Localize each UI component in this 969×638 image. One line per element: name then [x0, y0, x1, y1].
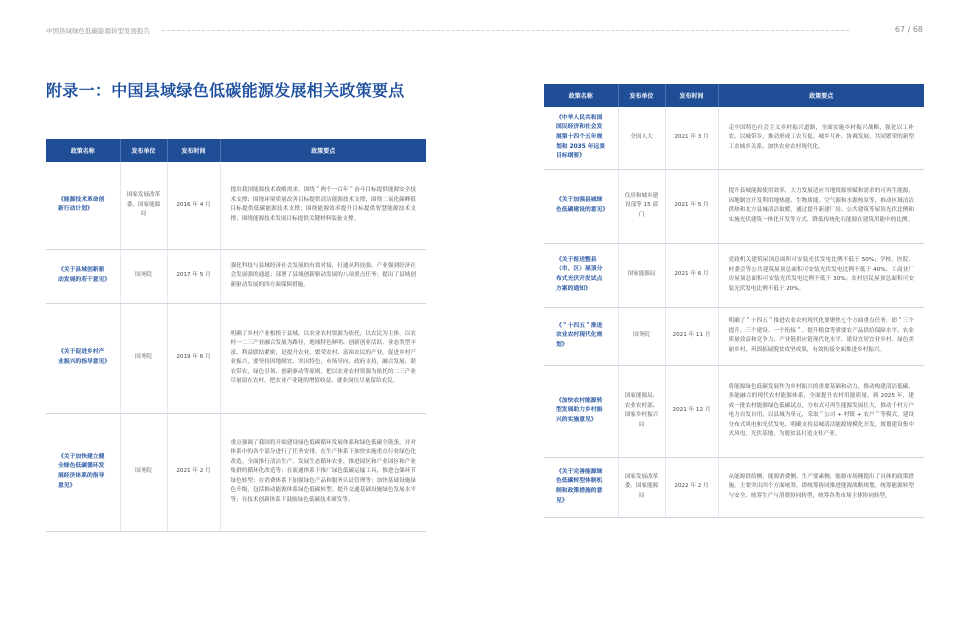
table-row — [544, 457, 924, 517]
policy-time: 2019 年 6 月 — [167, 303, 220, 413]
policy-unit: 国家发展改革委、国家能源局 — [618, 457, 665, 517]
table-row — [544, 365, 924, 457]
column-header-time: 发布时间 — [665, 84, 718, 107]
table-row — [46, 413, 426, 531]
policy-main: 明确了＂十四五＂推进农业农村现代化要聚焦七个方面重点任务，即＂三个提升、三个建设、一个衔接＂。提升粮食等重要农产品供给保障水平、农业质量效益和竞争力、产业链供应链现代化水平。建设宜居宜业乡村、绿色美丽乡村，巩固拓展脱贫攻坚成果，有效衔接全面推进乡村振兴。 — [718, 307, 924, 365]
policy-time: 2021 年 11 月 — [665, 307, 718, 365]
policy-time: 2016 年 4 月 — [167, 162, 220, 249]
policy-name: 《加快农村能源转型发展助力乡村振兴的实施意见》 — [544, 365, 618, 457]
policy-main: 提升县城能源使用效率，大力发展适应当地资源禀赋和需求的可再生能源，因地制宜开发利用地热能、生物质能、空气源和水源热泵等，推动区域清洁供热和北方县城清洁取暖，通过提升新建厂房、公共建筑等屋顶光伏比例和实施光伏建筑一体化开发等方式，降低传统化石能源在建筑用能中的比例。 — [718, 169, 924, 243]
policy-unit: 国家能源局 — [618, 243, 665, 307]
policy-table-left — [46, 139, 426, 532]
table-row — [46, 303, 426, 413]
policy-time: 2021 年 6 月 — [665, 243, 718, 307]
page-header — [0, 0, 969, 40]
table-row — [46, 249, 426, 303]
policy-name: 《＂十四五＂推进农业农村现代化规划》 — [544, 307, 618, 365]
column-header-time: 发布时间 — [167, 139, 220, 162]
column-header-name: 政策名称 — [544, 84, 618, 107]
policy-main: 将能源绿色低碳发展作为乡村振兴的重要基础和动力，推动构建清洁低碳、多能融合的现代农村能源体系，全面提升农村用能质量。到 2025 年，建成一批农村能源绿色低碳试点，分布式可再生能源发展壮大，推动千村万户电力自发自用，以县域为单元，采取＂公司 + 村镇 + 农户＂等模式，建设分布式风电和光伏发电。明确支持县城清洁能源规模化开发，规划建设集中式风电、光伏基地，为脱贫县打造支柱产业。 — [718, 365, 924, 457]
policy-main: 强化科技与县域经济社会发展的有效对接，打通从科技强、产业强到经济社会发展强的通道；部署了县域创新驱动发展的八项重点任务；提出了县域创新驱动发展的四方面保障措施。 — [220, 249, 426, 303]
column-header-unit: 发布单位 — [120, 139, 167, 162]
right-page — [544, 84, 924, 518]
policy-name: 《关于加快建立健全绿色低碳循环发展经济体系的指导意见》 — [46, 413, 120, 531]
policy-main: 重点强调了我国将开始建设绿色低碳循环发展体系和绿色低碳全链条，并对体系中的各个部分进行了任务安排。在生产体系下加快实施重点行业绿色化改造、全面推行清洁生产、发展生态循环农业、推进园区和产业园区和产业集群的循环化改造等；在流通体系下推广绿色低碳运输工具，推进仓储环节绿色转型；在消费体系下加强绿色产品和服务认证管理等；加快基础设施绿色升级，包括推动能源体系绿色低碳转型、提升交通基础设施绿色发展水平等；在技术创新体系下鼓励绿色低碳技术研发等。 — [220, 413, 426, 531]
policy-main: 明确了乡村产业根植于县域，以农业农村资源为依托，以农民为主体，以农村一二三产业融合发展为路径，地域特色鲜明、创新创业活跃、业态类型丰富、利益联结紧密，是提升农业、繁荣农村、富裕农民的产业。促进乡村产业振兴，要坚持因地制宜、突出特色，市场导向、政府支持，融合发展、联农带农，绿色引领、创新驱动等原则，把以农业农村资源为依托的二三产业尽量留在农村，把农业产业链的增值收益、就业岗位尽量留给农民。 — [220, 303, 426, 413]
policy-name: 《能源技术革命创新行动计划》 — [46, 162, 120, 249]
policy-unit: 国务院 — [120, 413, 167, 531]
table-row — [544, 243, 924, 307]
policy-main: 从能源供给侧、能源消费侧、生产要素侧，能源市场侧提出了具体的政策措施。主要突出四个方面统筹，即统筹协同推进能源战略规划、统筹能源转型与安全、统筹生产与消费协同转型、统筹各类市场主体协同转型。 — [718, 457, 924, 517]
policy-name: 《关于加强县城绿色低碳建设的意见》 — [544, 169, 618, 243]
policy-unit: 国家能源局、农业农村部、国家乡村振兴局 — [618, 365, 665, 457]
policy-time: 2021 年 2 月 — [167, 413, 220, 531]
left-page — [46, 78, 426, 532]
table-row — [544, 307, 924, 365]
header-divider — [162, 30, 849, 31]
policy-name: 《关于促进乡村产业振兴的指导意见》 — [46, 303, 120, 413]
page-number: 67 / 68 — [894, 25, 923, 34]
policy-unit: 全国人大 — [618, 107, 665, 169]
policy-time: 2017 年 5 月 — [167, 249, 220, 303]
policy-time: 2021 年 12 月 — [665, 365, 718, 457]
policy-unit: 国务院 — [120, 249, 167, 303]
table-row — [544, 107, 924, 169]
table-header-row — [544, 84, 924, 107]
section-title: 附录一：中国县域绿色低碳能源发展相关政策要点 — [46, 81, 405, 100]
policy-main: 走中国特色社会主义乡村振兴道路，全面实施乡村振兴战略，强化以工补农、以城带乡，推动形成工农互促、城乡互补、协调发展、共同繁荣的新型工农城乡关系，加快农业农村现代化。 — [718, 107, 924, 169]
table-header-row — [46, 139, 426, 162]
column-header-main: 政策要点 — [220, 139, 426, 162]
column-header-main: 政策要点 — [718, 84, 924, 107]
policy-unit: 国务院 — [120, 303, 167, 413]
policy-unit: 国务院 — [618, 307, 665, 365]
policy-name: 《关于县域创新驱动发展的若干意见》 — [46, 249, 120, 303]
policy-time: 2022 年 2 月 — [665, 457, 718, 517]
report-title: 中国县域绿色低碳能源转型发展报告 — [46, 27, 150, 35]
policy-unit: 国家发展改革委、国家能源局 — [120, 162, 167, 249]
policy-unit: 住房和城乡建设部等 15 部门 — [618, 169, 665, 243]
column-header-name: 政策名称 — [46, 139, 120, 162]
policy-name: 《中华人民共和国国民经济和社会发展第十四个五年规划和 2035 年远景目标纲要》 — [544, 107, 618, 169]
policy-name: 《关于完善能源绿色低碳转型体制机制和政策措施的意见》 — [544, 457, 618, 517]
policy-main: 提出我国能源技术战略需求。围绕＂两个一百年＂奋斗目标提供能源安全技术支撑；围绕环境质量改善目标提供清洁能源技术支撑；围绕二氧化碳峰值目标提供低碳能源技术支撑；围绕能源效率提升目标提供智慧能源技术支撑；围绕能源技术发展目标提供关键材料装备支撑。 — [220, 162, 426, 249]
policy-name: 《关于报送整县（市、区）屋顶分布式光伏开发试点方案的通知》 — [544, 243, 618, 307]
table-row — [46, 162, 426, 249]
column-header-unit: 发布单位 — [618, 84, 665, 107]
policy-table-right — [544, 84, 924, 518]
policy-main: 党政机关建筑屋顶总面积可安装光伏发电比例不低于 50%；学校、医院、村委会等公共建筑屋顶总面积可安装光伏发电比例不低于 40%；工商业厂房屋顶总面积可安装光伏发电比例不低于 30%；农村居民屋顶总面积可安装光伏发电比例不低于 20%。 — [718, 243, 924, 307]
table-row — [544, 169, 924, 243]
policy-time: 2021 年 5 月 — [665, 169, 718, 243]
policy-time: 2021 年 3 月 — [665, 107, 718, 169]
